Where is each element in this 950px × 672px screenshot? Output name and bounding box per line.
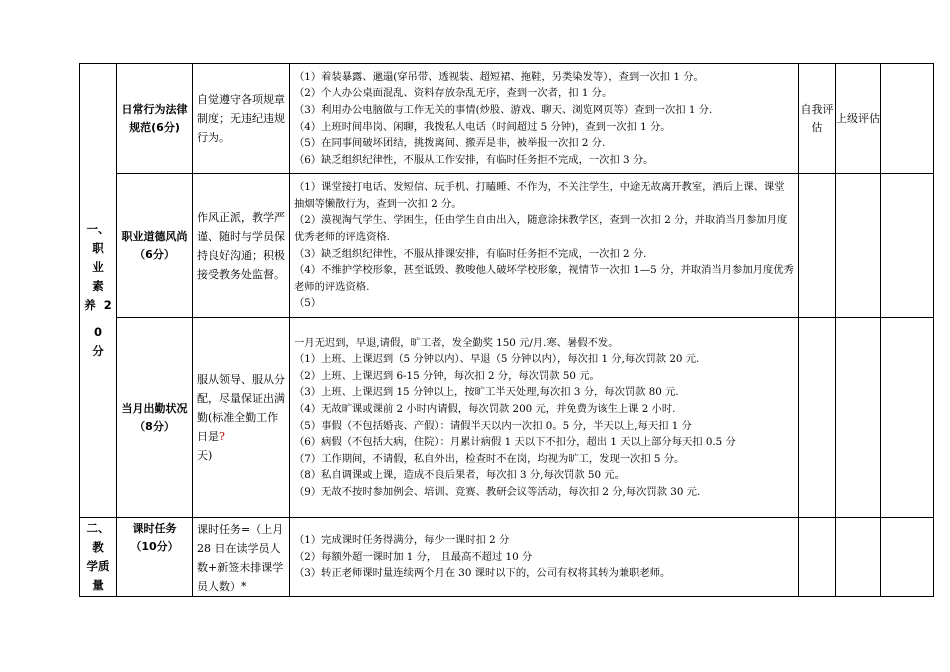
rule-line: （7）工作期间，不请假，私自外出，检查时不在岗，均视为旷工，发现一次扣 5 分。	[294, 452, 685, 465]
table-row	[80, 318, 934, 518]
item-daily-conduct: 日常行为法律规范(6分)	[117, 64, 193, 174]
empty-cell	[799, 174, 836, 318]
empty-cell	[836, 174, 881, 318]
self-evaluation-header: 自我评估	[799, 64, 836, 174]
rule-line: （2）每额外超一课时加 1 分， 且最高不超过 10 分	[294, 550, 533, 563]
rule-line: （3）上班、上课迟到 15 分钟以上，按旷工半天处理,每次扣 3 分，每次罚款 80 元.	[294, 386, 679, 399]
rule-line: （5）	[294, 297, 322, 310]
rule-line: （3）转正老师课时量连续两个月在 30 课时以下的，公司有权将其转为兼职老师。	[294, 567, 671, 580]
rules-daily-conduct	[290, 64, 799, 174]
empty-cell	[881, 174, 934, 318]
standard-monthly-attendance: 服从领导、服从分配，尽量保证出满勤(标准全勤工作日是? 天)	[193, 318, 290, 518]
rule-line: （2）漠视淘气学生、学困生，任由学生自由出入，随意涂抹教学区，查到一次扣 2 分，并取消当月参加月度优秀老师的评选资格.	[294, 214, 788, 243]
table-row	[80, 174, 934, 318]
rule-line: （5）事假（不包括婚丧、产假）：请假半天以内一次扣 0。5 分，半天以上,每天扣 1 分	[294, 419, 692, 432]
item-monthly-attendance: 当月出勤状况（8分）	[117, 318, 193, 518]
rule-line: 一月无迟到，早退,请假，旷工者，发全勤奖 150 元/月.寒、暑假不发。	[294, 336, 619, 349]
supervisor-evaluation-header: 上级评估	[836, 64, 881, 174]
rules-professional-ethics	[290, 174, 799, 318]
empty-cell	[881, 318, 934, 518]
rule-line: （2）上班、上课迟到 6-15 分钟，每次扣 2 分，每次罚款 50 元。	[294, 369, 600, 382]
empty-cell	[799, 318, 836, 518]
rule-line: （5）在同事间破坏团结，挑拨离间、搬弄是非，被举报一次扣 2 分.	[294, 137, 606, 150]
empty-cell	[836, 518, 881, 597]
rules-monthly-attendance	[290, 318, 799, 518]
rule-line: （6）病假（不包括大病，住院）：月累计病假 1 天以下不扣分，超出 1 天以上部分每天扣 0.5 分	[294, 436, 736, 449]
empty-cell	[881, 64, 934, 174]
empty-cell	[836, 318, 881, 518]
rule-line: （3）缺乏组织纪律性，不服从排课安排，有临时任务拒不完成，一次扣 2 分.	[294, 247, 647, 260]
rule-line: （2）个人办公桌面混乱、资料存放杂乱无序，查到一次者，扣 1 分。	[294, 87, 613, 100]
item-class-hour-task: 课时任务（10分）	[117, 518, 193, 597]
rule-line: （1）课堂接打电话、发短信、玩手机、打瞌睡、不作为，不关注学生，中途无故离开教室，酒后上课、课堂抽烟等懒散行为，查到一次扣 2 分。	[294, 181, 785, 210]
rule-line: （8）私自调课或上课，造成不良后果者，每次扣 3 分,每次罚款 50 元。	[294, 469, 625, 482]
standard-class-hour-task: 课时任务=（上月 28 日在读学员人数+新签未排课学员人数）*	[193, 518, 290, 597]
rule-line: （3）利用办公电脑做与工作无关的事情(炒股、游戏、聊天、浏览网页等）查到一次扣 1 分.	[294, 103, 713, 116]
rule-line: （1）完成课时任务得满分，每少一课时扣 2 分	[294, 534, 510, 547]
empty-cell	[881, 518, 934, 597]
evaluation-table	[79, 63, 934, 597]
table-row	[80, 518, 934, 597]
category-cell-professional-quality: 一、 职 业 素 养 2 0 分	[80, 64, 117, 518]
rule-line: （1）上班、上课迟到（5 分钟以内）、早退（5 分钟以内），每次扣 1 分,每次罚款 20 元.	[294, 353, 700, 366]
rule-line: （4）上班时间串岗、闲聊，我拨私人电话（时间超过 5 分钟)，查到一次扣 1 分。	[294, 120, 671, 133]
category-cell-teaching-quality: 二、 教 学质 量	[80, 518, 117, 597]
rule-line: （1）着装暴露、邋遢(穿吊带、透视装、超短裙、拖鞋，另类染发等），查到一次扣 1 分。	[294, 70, 704, 83]
rule-line: （4）无故旷课或课前 2 小时内请假，每次罚款 200 元，并免费为该生上课 2 小时.	[294, 402, 676, 415]
table-row	[80, 64, 934, 174]
item-professional-ethics: 职业道德风尚（6分）	[117, 174, 193, 318]
standard-professional-ethics: 作风正派，教学严谨、随时与学员保持良好沟通；积极接受教务处监督。	[193, 174, 290, 318]
rule-line: （4）不维护学校形象，甚至诋毁、教唆他人破坏学校形象，视情节一次扣 1—5 分，并取消当月参加月度优秀老师的评选资格.	[294, 264, 794, 293]
empty-cell	[799, 518, 836, 597]
rule-line: （6）缺乏组织纪律性，不服从工作安排，有临时任务拒不完成，一次扣 3 分。	[294, 153, 654, 166]
rules-class-hour-task	[290, 518, 799, 597]
standard-daily-conduct: 自觉遵守各项规章制度；无违纪违规行为。	[193, 64, 290, 174]
rule-line: （9）无故不按时参加例会、培训、竞赛、教研会议等活动，每次扣 2 分,每次罚款 30 元.	[294, 485, 701, 498]
